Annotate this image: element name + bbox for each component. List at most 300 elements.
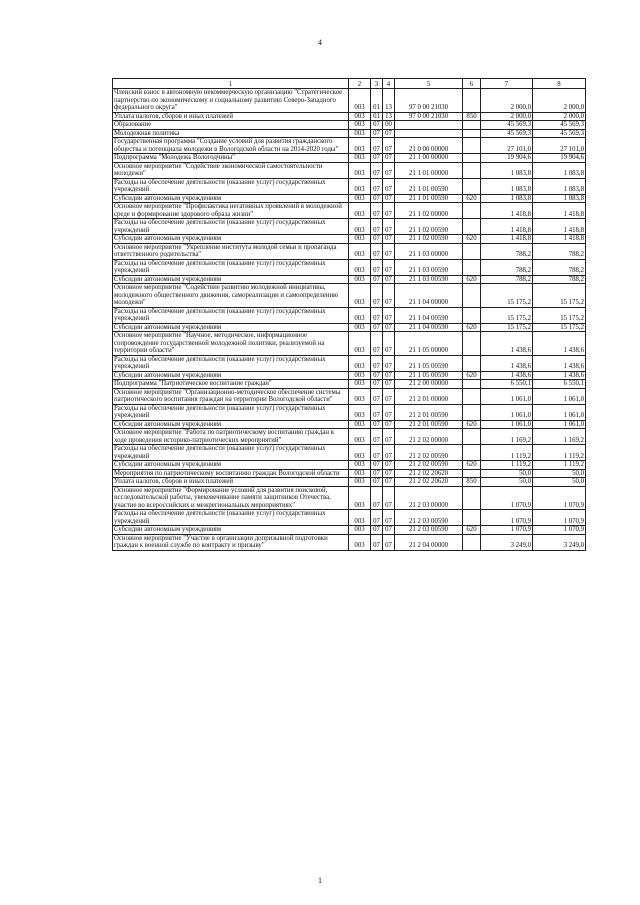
- subsection-cell: 07: [383, 154, 395, 163]
- ministry-code-cell: 003: [349, 243, 371, 259]
- amount-2019-cell: 1 418,8: [481, 203, 533, 219]
- subsection-cell: 07: [383, 510, 395, 526]
- target-article-cell: 21 1 04 00000: [395, 284, 463, 308]
- expense-type-cell: [463, 486, 481, 510]
- expense-type-cell: [463, 138, 481, 154]
- amount-2019-cell: 50,0: [481, 469, 533, 478]
- table-row: [113, 486, 586, 510]
- item-name-cell: Основное мероприятие "Содействие экономической самостоятельности молодежи": [113, 162, 349, 178]
- item-name-cell: Субсидии автономным учреждениям: [113, 526, 349, 535]
- section-cell: 07: [371, 307, 383, 323]
- subsection-cell: 07: [383, 534, 395, 550]
- subsection-cell: 07: [383, 526, 395, 535]
- amount-2019-cell: 1 119,2: [481, 445, 533, 461]
- ministry-code-cell: 003: [349, 526, 371, 535]
- amount-2019-cell: 788,2: [481, 275, 533, 284]
- target-article-cell: 21 1 02 00590: [395, 219, 463, 235]
- table-row: [113, 526, 586, 535]
- amount-2019-cell: 50,0: [481, 478, 533, 487]
- item-name-cell: Расходы на обеспечение деятельности (оказание услуг) государственных учреждений: [113, 355, 349, 371]
- table-row: [113, 243, 586, 259]
- amount-2019-cell: 788,2: [481, 243, 533, 259]
- amount-2019-cell: 2 000,0: [481, 112, 533, 121]
- table-row: [113, 194, 586, 203]
- subsection-cell: 07: [383, 469, 395, 478]
- ministry-code-cell: 003: [349, 235, 371, 244]
- expense-type-cell: 620: [463, 526, 481, 535]
- section-cell: 07: [371, 388, 383, 404]
- header-cell: 7: [481, 79, 533, 89]
- table-row: [113, 404, 586, 420]
- item-name-cell: Образование: [113, 121, 349, 130]
- amount-2019-cell: 1 438,6: [481, 332, 533, 356]
- section-cell: 07: [371, 510, 383, 526]
- amount-2020-cell: 15 175,2: [533, 323, 586, 332]
- table-row: [113, 461, 586, 470]
- target-article-cell: 21 1 03 00590: [395, 275, 463, 284]
- section-cell: 07: [371, 332, 383, 356]
- table-row: [113, 469, 586, 478]
- amount-2020-cell: 1 438,6: [533, 371, 586, 380]
- section-cell: 07: [371, 284, 383, 308]
- section-cell: 07: [371, 526, 383, 535]
- table-row: [113, 534, 586, 550]
- ministry-code-cell: 003: [349, 380, 371, 389]
- amount-2020-cell: 45 569,3: [533, 121, 586, 130]
- amount-2020-cell: 788,2: [533, 243, 586, 259]
- expense-type-cell: [463, 307, 481, 323]
- amount-2019-cell: 1 061,0: [481, 420, 533, 429]
- target-article-cell: 21 1 04 00590: [395, 307, 463, 323]
- section-cell: 07: [371, 478, 383, 487]
- page-number: 4: [318, 38, 322, 47]
- section-cell: 07: [371, 420, 383, 429]
- expense-type-cell: [463, 154, 481, 163]
- table-row: [113, 121, 586, 130]
- item-name-cell: Основное мероприятие "Формирование условий для развития поисковой, исследовательской работы, увековечивание памяти защитников Отечества, участие во всероссийских и межрегиональных мероприятиях": [113, 486, 349, 510]
- item-name-cell: Государственная программа "Создание условий для развития гражданского общества и потенциала молодежи в Вологодской области на 2014-2020 годы": [113, 138, 349, 154]
- table-row: [113, 203, 586, 219]
- table-body: [113, 89, 586, 551]
- table-row: [113, 284, 586, 308]
- amount-2019-cell: 1 083,8: [481, 194, 533, 203]
- item-name-cell: Субсидии автономным учреждениям: [113, 275, 349, 284]
- ministry-code-cell: 003: [349, 388, 371, 404]
- header-cell: 4: [383, 79, 395, 89]
- expense-type-cell: 620: [463, 194, 481, 203]
- ministry-code-cell: 003: [349, 284, 371, 308]
- table-row: [113, 371, 586, 380]
- amount-2020-cell: 1 418,8: [533, 203, 586, 219]
- expense-type-cell: [463, 203, 481, 219]
- ministry-code-cell: 003: [349, 404, 371, 420]
- table-row: [113, 89, 586, 113]
- section-cell: 07: [371, 445, 383, 461]
- section-cell: 07: [371, 429, 383, 445]
- subsection-cell: 07: [383, 219, 395, 235]
- ministry-code-cell: 003: [349, 219, 371, 235]
- section-cell: 01: [371, 112, 383, 121]
- expense-type-cell: 620: [463, 420, 481, 429]
- amount-2019-cell: 27 101,0: [481, 138, 533, 154]
- amount-2019-cell: 6 550,1: [481, 380, 533, 389]
- item-name-cell: Расходы на обеспечение деятельности (оказание услуг) государственных учреждений: [113, 510, 349, 526]
- ministry-code-cell: 003: [349, 323, 371, 332]
- section-cell: 01: [371, 89, 383, 113]
- amount-2019-cell: 1 119,2: [481, 461, 533, 470]
- table-row: [113, 332, 586, 356]
- item-name-cell: Уплата налогов, сборов и иных платежей: [113, 112, 349, 121]
- expense-type-cell: [463, 219, 481, 235]
- amount-2020-cell: 1 070,9: [533, 510, 586, 526]
- subsection-cell: 07: [383, 388, 395, 404]
- expense-type-cell: 620: [463, 235, 481, 244]
- amount-2019-cell: 788,2: [481, 259, 533, 275]
- section-cell: 07: [371, 178, 383, 194]
- subsection-cell: 07: [383, 445, 395, 461]
- amount-2019-cell: 1 083,8: [481, 178, 533, 194]
- expense-type-cell: 850: [463, 478, 481, 487]
- subsection-cell: 07: [383, 138, 395, 154]
- subsection-cell: 07: [383, 371, 395, 380]
- section-cell: 07: [371, 243, 383, 259]
- expense-type-cell: [463, 243, 481, 259]
- ministry-code-cell: 003: [349, 469, 371, 478]
- subsection-cell: 07: [383, 129, 395, 138]
- ministry-code-cell: 003: [349, 371, 371, 380]
- amount-2019-cell: 1 070,9: [481, 526, 533, 535]
- table-row: [113, 380, 586, 389]
- section-cell: 07: [371, 371, 383, 380]
- item-name-cell: Расходы на обеспечение деятельности (оказание услуг) государственных учреждений: [113, 259, 349, 275]
- amount-2019-cell: 45 569,3: [481, 121, 533, 130]
- section-cell: 07: [371, 355, 383, 371]
- item-name-cell: Расходы на обеспечение деятельности (оказание услуг) государственных учреждений: [113, 445, 349, 461]
- subsection-cell: 07: [383, 461, 395, 470]
- amount-2019-cell: 1 070,9: [481, 510, 533, 526]
- target-article-cell: 21 1 00 00000: [395, 154, 463, 163]
- target-article-cell: 21 2 03 00590: [395, 510, 463, 526]
- section-cell: 07: [371, 404, 383, 420]
- header-cell: 5: [395, 79, 463, 89]
- table-row: [113, 478, 586, 487]
- ministry-code-cell: 003: [349, 275, 371, 284]
- expense-type-cell: [463, 259, 481, 275]
- ministry-code-cell: 003: [349, 429, 371, 445]
- ministry-code-cell: 003: [349, 355, 371, 371]
- target-article-cell: 21 1 02 00000: [395, 203, 463, 219]
- amount-2020-cell: 27 101,0: [533, 138, 586, 154]
- amount-2019-cell: 15 175,2: [481, 284, 533, 308]
- ministry-code-cell: 003: [349, 332, 371, 356]
- amount-2020-cell: 50,0: [533, 478, 586, 487]
- subsection-cell: 07: [383, 478, 395, 487]
- section-cell: 07: [371, 323, 383, 332]
- amount-2020-cell: 1 083,8: [533, 178, 586, 194]
- ministry-code-cell: 003: [349, 129, 371, 138]
- ministry-code-cell: 003: [349, 112, 371, 121]
- amount-2019-cell: 15 175,2: [481, 323, 533, 332]
- subsection-cell: 07: [383, 243, 395, 259]
- item-name-cell: Молодежная политика: [113, 129, 349, 138]
- expense-type-cell: [463, 510, 481, 526]
- amount-2019-cell: 1 438,6: [481, 355, 533, 371]
- table-row: [113, 154, 586, 163]
- target-article-cell: 21 0 00 00000: [395, 138, 463, 154]
- subsection-cell: 07: [383, 323, 395, 332]
- ministry-code-cell: 003: [349, 203, 371, 219]
- table-row: [113, 178, 586, 194]
- target-article-cell: 21 2 04 00000: [395, 534, 463, 550]
- target-article-cell: 21 2 03 00590: [395, 526, 463, 535]
- target-article-cell: 21 2 01 00590: [395, 404, 463, 420]
- amount-2019-cell: 1 418,8: [481, 219, 533, 235]
- ministry-code-cell: 003: [349, 138, 371, 154]
- section-cell: 07: [371, 203, 383, 219]
- item-name-cell: Подпрограмма "Патриотическое воспитание граждан": [113, 380, 349, 389]
- expense-type-cell: [463, 469, 481, 478]
- item-name-cell: Субсидии автономным учреждениям: [113, 235, 349, 244]
- section-cell: 07: [371, 534, 383, 550]
- target-article-cell: [395, 129, 463, 138]
- subsection-cell: 07: [383, 284, 395, 308]
- subsection-cell: 07: [383, 420, 395, 429]
- target-article-cell: 21 2 01 00000: [395, 388, 463, 404]
- section-cell: 07: [371, 259, 383, 275]
- amount-2019-cell: 15 175,2: [481, 307, 533, 323]
- expense-type-cell: [463, 445, 481, 461]
- ministry-code-cell: 003: [349, 420, 371, 429]
- ministry-code-cell: 003: [349, 154, 371, 163]
- expense-type-cell: [463, 162, 481, 178]
- target-article-cell: 21 2 01 00590: [395, 420, 463, 429]
- item-name-cell: Субсидии автономным учреждениям: [113, 194, 349, 203]
- expense-type-cell: 620: [463, 275, 481, 284]
- item-name-cell: Субсидии автономным учреждениям: [113, 371, 349, 380]
- expense-type-cell: [463, 380, 481, 389]
- target-article-cell: 21 1 01 00590: [395, 178, 463, 194]
- amount-2019-cell: 1 169,2: [481, 429, 533, 445]
- item-name-cell: Расходы на обеспечение деятельности (оказание услуг) государственных учреждений: [113, 219, 349, 235]
- item-name-cell: Основное мероприятие "Научное, методическое, информационное сопровождение государственной молодежной политики, реализуемой на территории области": [113, 332, 349, 356]
- item-name-cell: Подпрограмма "Молодежь Вологодчины": [113, 154, 349, 163]
- subsection-cell: 07: [383, 404, 395, 420]
- expense-type-cell: [463, 388, 481, 404]
- amount-2020-cell: 1 061,0: [533, 404, 586, 420]
- target-article-cell: 97 0 00 21030: [395, 89, 463, 113]
- item-name-cell: Расходы на обеспечение деятельности (оказание услуг) государственных учреждений: [113, 178, 349, 194]
- ministry-code-cell: 003: [349, 89, 371, 113]
- table-header-row: [113, 79, 586, 89]
- amount-2019-cell: 1 061,0: [481, 404, 533, 420]
- item-name-cell: Мероприятия по патриотическому воспитанию граждан Вологодской области: [113, 469, 349, 478]
- amount-2019-cell: 1 083,8: [481, 162, 533, 178]
- subsection-cell: 00: [383, 121, 395, 130]
- target-article-cell: 21 1 01 00000: [395, 162, 463, 178]
- table-row: [113, 259, 586, 275]
- amount-2020-cell: 1 119,2: [533, 445, 586, 461]
- header-cell: 2: [349, 79, 371, 89]
- expense-type-cell: [463, 355, 481, 371]
- item-name-cell: Расходы на обеспечение деятельности (оказание услуг) государственных учреждений: [113, 404, 349, 420]
- expense-type-cell: 620: [463, 371, 481, 380]
- header-cell: 1: [113, 79, 349, 89]
- expense-type-cell: [463, 332, 481, 356]
- target-article-cell: 21 2 02 20620: [395, 478, 463, 487]
- section-cell: 07: [371, 194, 383, 203]
- amount-2020-cell: 1 070,9: [533, 486, 586, 510]
- target-article-cell: 21 2 02 00590: [395, 461, 463, 470]
- ministry-code-cell: 003: [349, 478, 371, 487]
- target-article-cell: 21 1 04 00590: [395, 323, 463, 332]
- target-article-cell: 21 2 02 00590: [395, 445, 463, 461]
- amount-2020-cell: 788,2: [533, 275, 586, 284]
- subsection-cell: 07: [383, 332, 395, 356]
- amount-2019-cell: 1 418,8: [481, 235, 533, 244]
- subsection-cell: 13: [383, 112, 395, 121]
- target-article-cell: 97 0 00 21030: [395, 112, 463, 121]
- item-name-cell: Субсидии автономным учреждениям: [113, 323, 349, 332]
- amount-2019-cell: 3 249,0: [481, 534, 533, 550]
- amount-2020-cell: 1 083,8: [533, 162, 586, 178]
- amount-2020-cell: 50,0: [533, 469, 586, 478]
- header-cell: 8: [533, 79, 586, 89]
- expense-type-cell: 850: [463, 112, 481, 121]
- amount-2019-cell: 1 438,6: [481, 371, 533, 380]
- item-name-cell: Членский взнос в автономную некоммерческую организацию "Стратегическое партнерство по экономическому и социальному развитию Северо-Западного федерального округа": [113, 89, 349, 113]
- item-name-cell: Субсидии автономным учреждениям: [113, 420, 349, 429]
- amount-2020-cell: 1 418,8: [533, 219, 586, 235]
- section-cell: 07: [371, 129, 383, 138]
- section-cell: 07: [371, 486, 383, 510]
- subsection-cell: 07: [383, 486, 395, 510]
- subsection-cell: 13: [383, 89, 395, 113]
- target-article-cell: 21 1 05 00000: [395, 332, 463, 356]
- ministry-code-cell: 003: [349, 307, 371, 323]
- table-row: [113, 138, 586, 154]
- expense-type-cell: [463, 429, 481, 445]
- ministry-code-cell: 003: [349, 259, 371, 275]
- table-row: [113, 510, 586, 526]
- table-row: [113, 219, 586, 235]
- item-name-cell: Основное мероприятие "Участие в организации допризывной подготовки граждан к военной службе по контракту и призыву": [113, 534, 349, 550]
- subsection-cell: 07: [383, 162, 395, 178]
- target-article-cell: 21 1 05 00590: [395, 371, 463, 380]
- target-article-cell: 21 2 00 00000: [395, 380, 463, 389]
- item-name-cell: Уплата налогов, сборов и иных платежей: [113, 478, 349, 487]
- target-article-cell: 21 2 03 00000: [395, 486, 463, 510]
- amount-2020-cell: 2 000,0: [533, 112, 586, 121]
- expense-type-cell: [463, 178, 481, 194]
- subsection-cell: 07: [383, 235, 395, 244]
- expense-type-cell: [463, 129, 481, 138]
- amount-2019-cell: 1 061,0: [481, 388, 533, 404]
- target-article-cell: 21 1 03 00000: [395, 243, 463, 259]
- subsection-cell: 07: [383, 380, 395, 389]
- ministry-code-cell: 003: [349, 486, 371, 510]
- item-name-cell: Основное мероприятие "Работа по патриотическому воспитанию граждан в ходе проведения историко-патриотических мероприятий": [113, 429, 349, 445]
- section-cell: 07: [371, 121, 383, 130]
- amount-2020-cell: 1 119,2: [533, 461, 586, 470]
- subsection-cell: 07: [383, 178, 395, 194]
- amount-2020-cell: 6 550,1: [533, 380, 586, 389]
- target-article-cell: 21 2 02 20620: [395, 469, 463, 478]
- item-name-cell: Расходы на обеспечение деятельности (оказание услуг) государственных учреждений: [113, 307, 349, 323]
- amount-2020-cell: 788,2: [533, 259, 586, 275]
- table-row: [113, 275, 586, 284]
- section-cell: 07: [371, 275, 383, 284]
- item-name-cell: Субсидии автономным учреждениям: [113, 461, 349, 470]
- section-cell: 07: [371, 235, 383, 244]
- amount-2019-cell: 45 569,3: [481, 129, 533, 138]
- subsection-cell: 07: [383, 203, 395, 219]
- expense-type-cell: [463, 404, 481, 420]
- section-cell: 07: [371, 162, 383, 178]
- header-cell: 3: [371, 79, 383, 89]
- subsection-cell: 07: [383, 355, 395, 371]
- amount-2019-cell: 2 000,0: [481, 89, 533, 113]
- expense-type-cell: 620: [463, 323, 481, 332]
- expense-type-cell: [463, 534, 481, 550]
- target-article-cell: 21 1 02 00590: [395, 235, 463, 244]
- table-row: [113, 445, 586, 461]
- expense-type-cell: 620: [463, 461, 481, 470]
- table-row: [113, 355, 586, 371]
- ministry-code-cell: 003: [349, 461, 371, 470]
- target-article-cell: 21 2 02 00000: [395, 429, 463, 445]
- target-article-cell: 21 1 03 00590: [395, 259, 463, 275]
- amount-2020-cell: 1 169,2: [533, 429, 586, 445]
- amount-2020-cell: 15 175,2: [533, 284, 586, 308]
- amount-2020-cell: 1 418,8: [533, 235, 586, 244]
- section-cell: 07: [371, 219, 383, 235]
- amount-2020-cell: 1 061,0: [533, 388, 586, 404]
- subsection-cell: 07: [383, 307, 395, 323]
- ministry-code-cell: 003: [349, 162, 371, 178]
- section-cell: 07: [371, 469, 383, 478]
- subsection-cell: 07: [383, 275, 395, 284]
- expense-type-cell: [463, 284, 481, 308]
- section-cell: 07: [371, 461, 383, 470]
- amount-2020-cell: 1 083,8: [533, 194, 586, 203]
- amount-2020-cell: 1 061,0: [533, 420, 586, 429]
- table-row: [113, 388, 586, 404]
- section-cell: 07: [371, 380, 383, 389]
- amount-2020-cell: 15 175,2: [533, 307, 586, 323]
- table-row: [113, 129, 586, 138]
- table-row: [113, 162, 586, 178]
- amount-2020-cell: 1 070,9: [533, 526, 586, 535]
- amount-2019-cell: 19 904,6: [481, 154, 533, 163]
- section-cell: 07: [371, 138, 383, 154]
- expense-type-cell: [463, 121, 481, 130]
- target-article-cell: 21 1 05 00590: [395, 355, 463, 371]
- table-row: [113, 112, 586, 121]
- subsection-cell: 07: [383, 259, 395, 275]
- amount-2020-cell: 1 438,6: [533, 332, 586, 356]
- target-article-cell: [395, 121, 463, 130]
- amount-2020-cell: 19 904,6: [533, 154, 586, 163]
- amount-2020-cell: 45 569,3: [533, 129, 586, 138]
- table-row: [113, 235, 586, 244]
- table-row: [113, 307, 586, 323]
- ministry-code-cell: 003: [349, 194, 371, 203]
- section-cell: 07: [371, 154, 383, 163]
- ministry-code-cell: 003: [349, 178, 371, 194]
- expense-type-cell: [463, 89, 481, 113]
- amount-2020-cell: 1 438,6: [533, 355, 586, 371]
- target-article-cell: 21 1 01 00590: [395, 194, 463, 203]
